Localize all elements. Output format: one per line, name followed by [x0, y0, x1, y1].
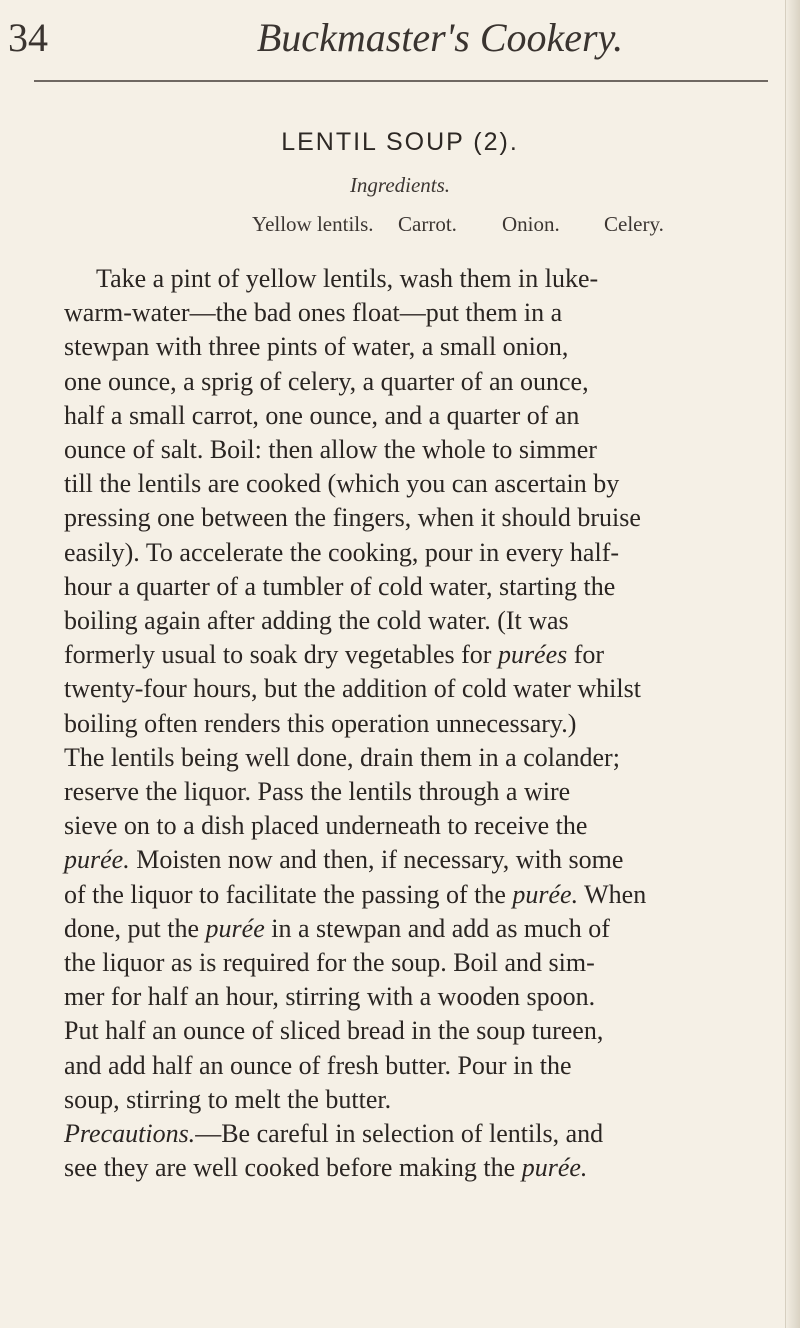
body-line — [64, 399, 776, 433]
body-text-segment: Moisten now and then, if necessary, with some — [129, 845, 624, 875]
italic-term: purées — [497, 640, 568, 670]
body-text-segment: done, put the — [64, 913, 206, 943]
body-text-segment: twenty-four hours, but the addition of cold water whilst — [64, 674, 641, 704]
body-text-segment: half a small carrot, one ounce, and a quarter of an — [64, 400, 580, 430]
body-text-segment: hour a quarter of a tumbler of cold water, starting the — [64, 571, 616, 601]
body-line — [64, 878, 776, 912]
body-line — [64, 775, 776, 809]
body-text-segment: of the liquor to facilitate the passing of the — [64, 879, 513, 909]
body-text-segment: soup, stirring to melt the butter. — [64, 1084, 392, 1114]
body-text-segment: boiling often renders this operation unnecessary.) — [64, 708, 577, 738]
body-line — [64, 1117, 776, 1151]
ingredient-item: Carrot. — [398, 212, 457, 236]
body-text-segment: boiling again after adding the cold water. (It was — [64, 606, 569, 636]
body-text-segment: formerly usual to soak dry vegetables for — [64, 640, 498, 670]
body-text-segment: The lentils being well done, drain them in a colander; — [64, 742, 620, 772]
body-text-segment: one ounce, a sprig of celery, a quarter of an ounce, — [64, 366, 589, 396]
page-number: 34 — [8, 15, 48, 60]
body-line — [64, 1049, 776, 1083]
body-text-segment: pressing one between the fingers, when it should bruise — [64, 503, 641, 533]
body-line — [64, 672, 776, 706]
body-text-segment: and add half an ounce of fresh butter. Pour in the — [64, 1050, 572, 1080]
body-line — [64, 433, 776, 467]
body-text-segment: reserve the liquor. Pass the lentils through a wire — [64, 777, 571, 807]
italic-term: purée. — [521, 1153, 588, 1183]
body-line — [64, 741, 776, 775]
ingredients-heading: Ingredients. — [349, 173, 451, 197]
body-text-segment: ounce of salt. Boil: then allow the whole to simmer — [64, 435, 597, 465]
body-text-segment: see they are well cooked before making the — [64, 1153, 522, 1183]
body-text-segment: easily). To accelerate the cooking, pour in every half- — [64, 537, 620, 567]
body-text-segment: in a stewpan and add as much of — [264, 913, 610, 943]
body-text-segment: stewpan with three pints of water, a small onion, — [64, 332, 569, 362]
body-line — [64, 1083, 776, 1117]
recipe-title: LENTIL SOUP (2). — [281, 128, 519, 156]
body-line — [64, 536, 776, 570]
italic-term: purée. — [64, 845, 130, 875]
body-line — [64, 1014, 776, 1048]
body-line — [64, 296, 776, 330]
body-text-segment: warm-water—the bad ones float—put them in a — [64, 298, 563, 328]
body-line — [64, 1151, 776, 1185]
italic-term: purée. — [512, 879, 579, 909]
body-line — [64, 809, 776, 843]
italic-term: Precautions. — [64, 1119, 196, 1149]
body-text-segment: for — [567, 640, 605, 670]
body-line — [64, 570, 776, 604]
body-line — [64, 843, 776, 877]
body-text-segment: Take a pint of yellow lentils, wash them in luke- — [96, 264, 599, 293]
body-line — [64, 707, 776, 741]
body-line — [64, 365, 776, 399]
body-line — [64, 604, 776, 638]
body-text-segment: When — [578, 879, 647, 909]
body-line — [64, 980, 776, 1014]
ingredient-item: Onion. — [502, 212, 560, 236]
running-title: Buckmaster's Cookery. — [256, 15, 624, 60]
ingredient-item: Celery. — [604, 212, 664, 236]
body-text-segment: mer for half an hour, stirring with a wooden spoon. — [64, 982, 596, 1012]
body-line — [64, 638, 776, 672]
ingredient-item: Yellow lentils. — [252, 212, 374, 236]
body-line — [64, 501, 776, 535]
body-line — [64, 262, 776, 296]
body-text-segment: till the lentils are cooked (which you can ascertain by — [64, 469, 620, 499]
body-text-segment: —Be careful in selection of lentils, and — [195, 1119, 604, 1149]
body-line — [64, 330, 776, 364]
body-text-segment: sieve on to a dish placed underneath to receive the — [64, 811, 588, 841]
italic-term: purée — [205, 913, 265, 943]
recipe-body — [64, 262, 776, 1185]
header-rule — [34, 80, 768, 82]
body-text-segment: the liquor as is required for the soup. Boil and sim- — [64, 948, 595, 978]
page-edge — [785, 0, 800, 1328]
page-header — [0, 14, 800, 74]
body-line — [64, 946, 776, 980]
body-line — [64, 912, 776, 946]
body-line — [64, 467, 776, 501]
body-text-segment: Put half an ounce of sliced bread in the soup tureen, — [64, 1016, 604, 1046]
